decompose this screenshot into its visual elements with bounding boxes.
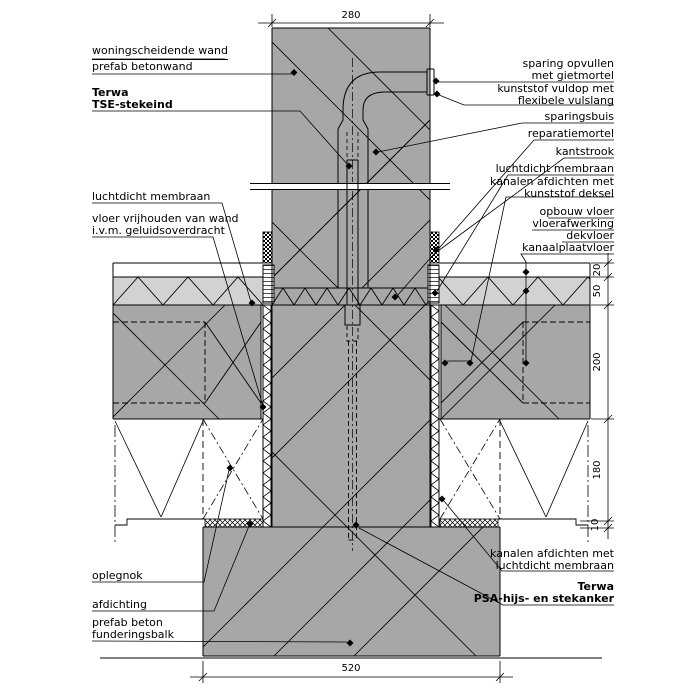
- label-plastic-cap: [497, 83, 614, 107]
- label-line: kanaalplaatvloer: [522, 241, 614, 254]
- label-hollow-core-slab: [522, 242, 614, 254]
- label-seal-channels-cap: [490, 176, 614, 200]
- label-line: luchtdicht membraan: [495, 162, 614, 175]
- dim-v-180: 180: [592, 460, 603, 480]
- label-line: vloerafwerking: [532, 217, 614, 230]
- label-foundation-beam: [92, 617, 174, 641]
- label-edge-strip: [556, 146, 614, 158]
- label-line: PSA-hijs- en stekanker: [473, 592, 614, 605]
- label-line: prefab betonwand: [92, 60, 193, 73]
- label-tse-anchor: [92, 87, 173, 111]
- label-line: kanalen afdichten met: [490, 175, 614, 188]
- label-line: vloer vrijhouden van wand: [92, 212, 239, 225]
- label-line: dekvloer: [566, 229, 614, 242]
- label-repair-mortar: [528, 128, 614, 140]
- label-line: kanalen afdichten met: [490, 547, 614, 560]
- label-bearing-nib: [92, 570, 143, 582]
- label-line: luchtdicht membraan: [495, 559, 614, 572]
- label-line: met gietmortel: [531, 69, 614, 82]
- label-line: i.v.m. geluidsoverdracht: [92, 224, 225, 237]
- label-line: kantstrook: [555, 145, 614, 158]
- label-line: afdichting: [92, 598, 147, 611]
- label-line: woningscheidende wand: [92, 44, 228, 60]
- dim-wall-width: 280: [341, 10, 361, 21]
- label-floor-clearance: [92, 213, 239, 237]
- label-line: sparingsbuis: [544, 110, 614, 123]
- label-party-wall: [92, 44, 228, 74]
- dim-v-200: 200: [592, 352, 603, 372]
- label-line: reparatiemortel: [527, 127, 614, 140]
- label-line: Terwa: [577, 580, 614, 593]
- label-airtight-membrane-left: [92, 191, 210, 203]
- label-line: Terwa: [92, 86, 129, 99]
- label-line: sparing opvullen: [522, 57, 614, 70]
- dim-v-20: 20: [592, 263, 603, 277]
- dim-v-50: 50: [592, 284, 603, 298]
- label-line: kunststof deksel: [524, 187, 614, 200]
- label-seal-channels-membrane: [490, 548, 614, 572]
- floor-right: [430, 250, 610, 440]
- label-line: funderingsbalk: [92, 628, 174, 641]
- label-line: oplegnok: [92, 569, 143, 582]
- label-line: TSE-stekeind: [92, 98, 173, 111]
- label-airtight-membrane-right: [496, 163, 614, 175]
- label-fill-recess: [522, 58, 614, 82]
- label-line: flexibele vulslang: [517, 94, 614, 107]
- grout-joint-band: [272, 288, 430, 305]
- label-line: kunststof vuldop met: [497, 82, 614, 95]
- label-psa-anchor: [474, 581, 614, 605]
- label-line: luchtdicht membraan: [92, 190, 211, 203]
- dim-beam-width: 520: [341, 663, 361, 674]
- label-line: opbouw vloer: [539, 205, 614, 218]
- label-sealing: [92, 599, 147, 611]
- label-recess-tube: [545, 111, 614, 123]
- section-break: [250, 184, 450, 190]
- dim-v-10: 10: [590, 518, 601, 532]
- label-line: prefab beton: [92, 616, 163, 629]
